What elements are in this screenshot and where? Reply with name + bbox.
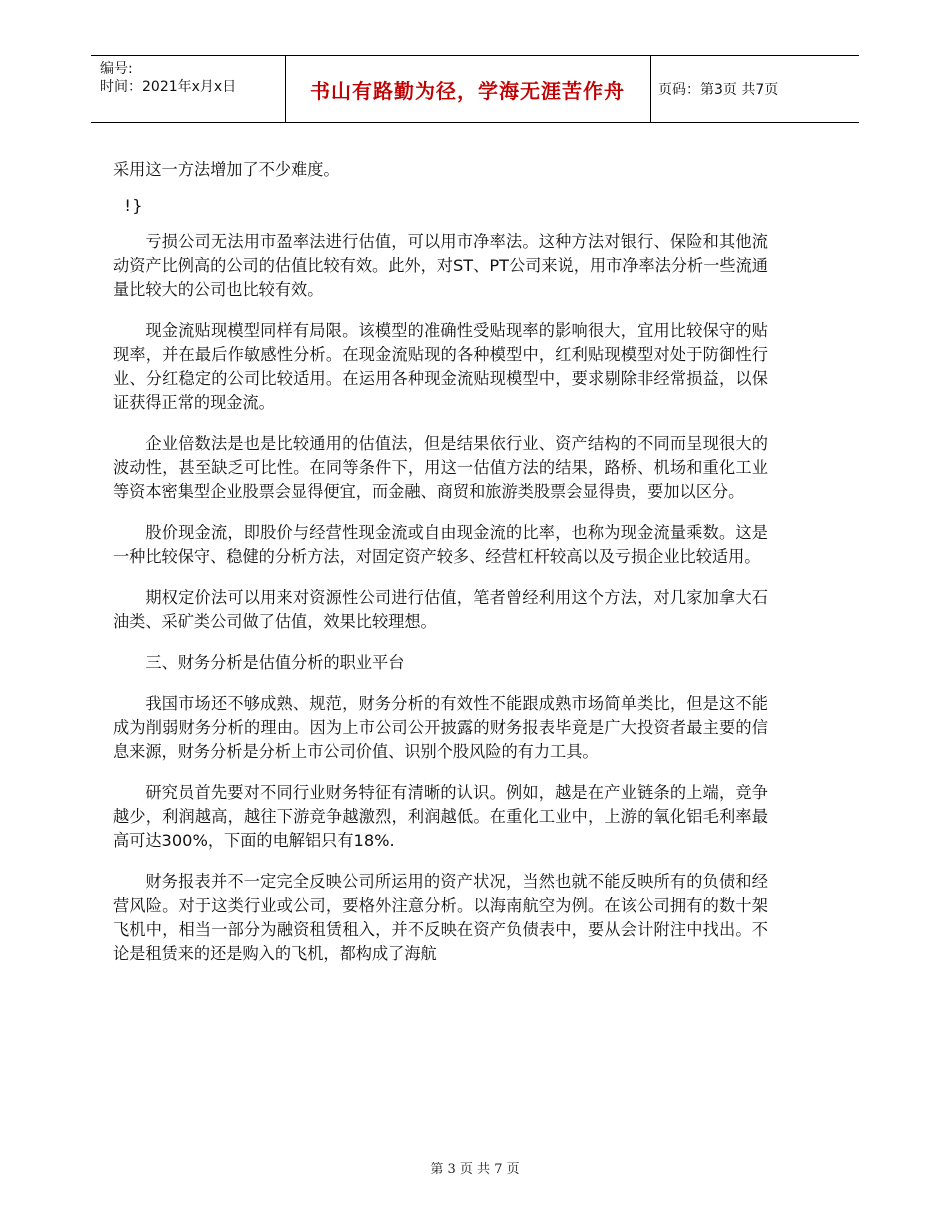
- body-paragraph: 股价现金流，即股价与经营性现金流或自由现金流的比率，也称为现金流量乘数。这是一种比较保守、稳健的分析方法，对固定资产较多、经营杠杆较高以及亏损企业比较适用。: [113, 523, 768, 566]
- document-body: [113, 158, 768, 966]
- body-paragraph: 研究员首先要对不同行业财务特征有清晰的认识。例如，越是在产业链条的上端，竞争越少，利润越高，越往下游竞争越激烈，利润越低。在重化工业中，上游的氧化铝毛利率最高可达300%，下面的电解铝只有18%.: [113, 783, 768, 850]
- page-footer: 第 3 页 共 7 页: [430, 1162, 520, 1177]
- body-paragraph: 亏损公司无法用市盈率法进行估值，可以用市净率法。这种方法对银行、保险和其他流动资产比例高的公司的估值比较有效。此外，对ST、PT公司来说，用市净率法分析一些流通量比较大的公司也比较有效。: [113, 232, 768, 299]
- header-motto: 书山有路勤为径，学海无涯苦作舟: [310, 78, 625, 103]
- header-page-cell: [650, 56, 859, 122]
- document-time-label: 时间：2021年x月x日: [100, 79, 237, 95]
- body-paragraph: 我国市场还不够成熟、规范，财务分析的有效性不能跟成熟市场简单类比，但是这不能成为削弱财务分析的理由。因为上市公司公开披露的财务报表毕竟是广大投资者最主要的信息来源，财务分析是分析上市公司价值、识别个股风险的有力工具。: [113, 694, 768, 761]
- body-paragraph: 期权定价法可以用来对资源性公司进行估值，笔者曾经利用这个方法，对几家加拿大石油类、采矿类公司做了估值，效果比较理想。: [113, 588, 768, 631]
- body-paragraph: 企业倍数法是也是比较通用的估值法，但是结果依行业、资产结构的不同而呈现很大的波动性，甚至缺乏可比性。在同等条件下，用这一估值方法的结果，路桥、机场和重化工业等资本密集型企业股票会显得便宜，而金融、商贸和旅游类股票会显得贵，要加以区分。: [113, 434, 768, 501]
- body-paragraph: !}: [122, 196, 143, 215]
- section-heading: 三、财务分析是估值分析的职业平台: [145, 653, 405, 672]
- header-page-number: 页码：第3页 共7页: [658, 82, 779, 98]
- body-paragraph: 财务报表并不一定完全反映公司所运用的资产状况，当然也就不能反映所有的负债和经营风险。对于这类行业或公司，要格外注意分析。以海南航空为例。在该公司拥有的数十架飞机中，相当一部分为融资租赁租入，并不反映在资产负债表中，要从会计附注中找出。不论是租赁来的还是购入的飞机，都构成了海航: [113, 872, 768, 963]
- document-code-label: 编号:: [100, 61, 133, 77]
- body-paragraph: 现金流贴现模型同样有局限。该模型的准确性受贴现率的影响很大，宜用比较保守的贴现率，并在最后作敏感性分析。在现金流贴现的各种模型中，红利贴现模型对处于防御性行业、分红稳定的公司比较适用。在运用各种现金流贴现模型中，要求剔除非经常损益，以保证获得正常的现金流。: [113, 321, 768, 412]
- header-motto-cell: [285, 56, 651, 122]
- body-paragraph: 采用这一方法增加了不少难度。: [113, 160, 340, 179]
- header-meta-cell: [91, 56, 286, 122]
- page-header: [91, 55, 859, 123]
